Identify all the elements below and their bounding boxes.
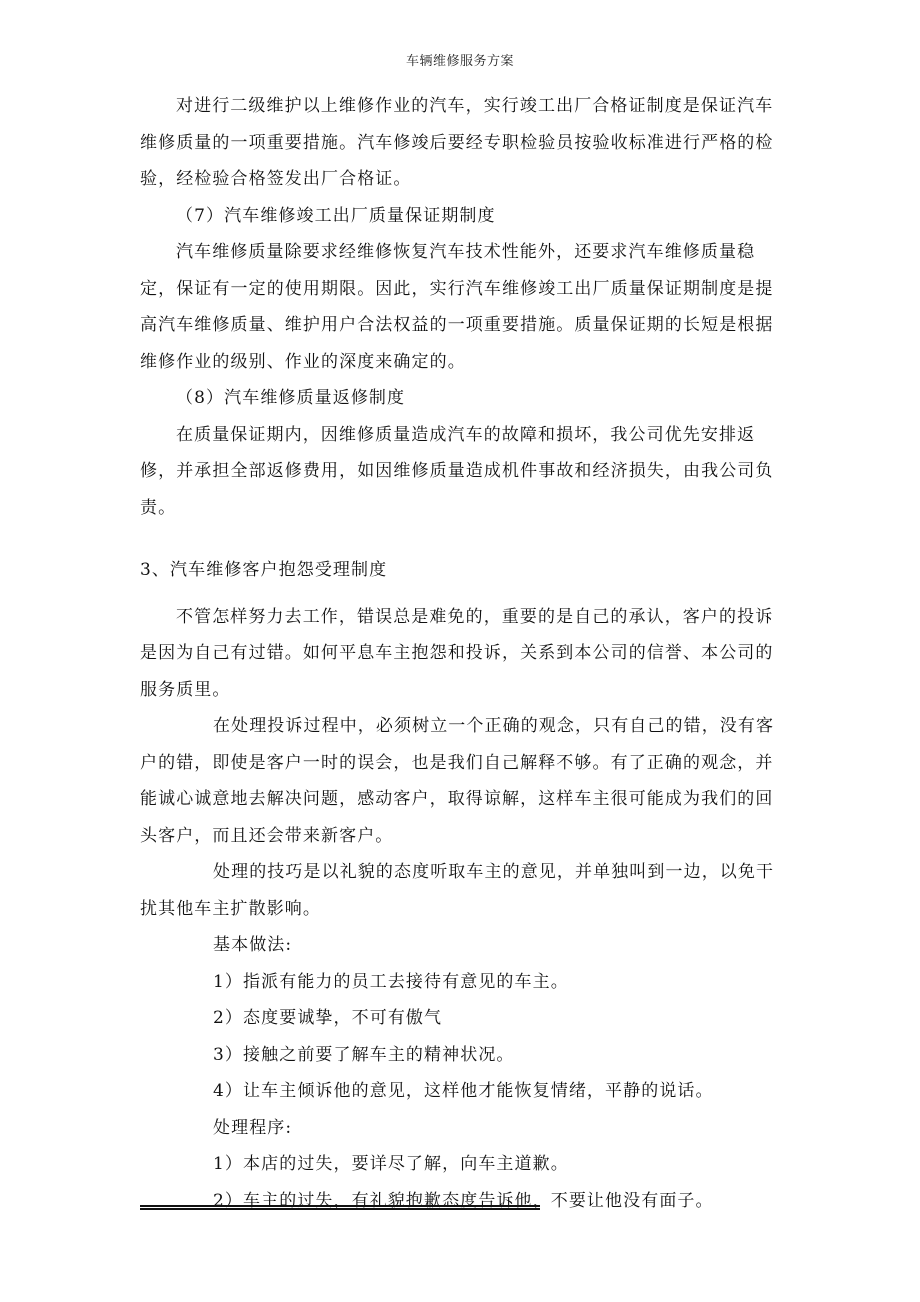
basic-method-item: 2）态度要诚挚，不可有傲气 xyxy=(213,1008,443,1028)
procedure-item: 1）本店的过失，要详尽了解，向车主道歉。 xyxy=(213,1154,569,1174)
paragraph-complaints-intro: 不管怎样努力去工作，错误总是难免的，重要的是自己的承认，客户的投诉是因为自己有过错。如何平息车主抱怨和投诉，关系到本公司的信誉、本公司的服务质里。 xyxy=(140,606,774,700)
procedure-item: 2）车主的过失，有礼貌抱歉态度告诉他，不要让他没有面子。 xyxy=(213,1190,714,1211)
paragraph-correct-attitude: 在处理投诉过程中，必须树立一个正确的观念，只有自己的错，没有客户的错，即使是客户一时的误会，也是我们自己解释不够。有了正确的观念，并能诚心诚意地去解决问题，感动客户，取得谅解，这样车主很可能成为我们的回头客户，而且还会带来新客户。 xyxy=(140,716,775,846)
basic-method-item: 4）让车主倾诉他的意见，这样他才能恢复情绪，平静的说话。 xyxy=(213,1081,714,1101)
document-body xyxy=(140,88,790,1219)
paragraph-rework: 在质量保证期内，因维修质量造成汽车的故障和损坏，我公司优先安排返修，并承担全部返修费用，如因维修质量造成机件事故和经济损失，由我公司负责。 xyxy=(140,424,774,518)
section-heading-complaints: 3、汽车维修客户抱怨受理制度 xyxy=(140,560,388,580)
paragraph-warranty: 汽车维修质量除要求经维修恢复汽车技术性能外，还要求汽车维修质量稳定，保证有一定的使用期限。因此，实行汽车维修竣工出厂质量保证期制度是提高汽车维修质量、维护用户合法权益的一项重要措施。质量保证期的长短是根据维修作业的级别、作业的深度来确定的。 xyxy=(140,242,774,372)
heading-rework: （8）汽车维修质量返修制度 xyxy=(176,388,406,408)
heading-warranty-period: （7）汽车维修竣工出厂质量保证期制度 xyxy=(176,205,496,226)
page-header: 车辆维修服务方案 xyxy=(405,54,514,69)
procedure-title: 处理程序: xyxy=(213,1117,293,1138)
basic-methods-title: 基本做法: xyxy=(213,935,293,955)
paragraph-certificate: 对进行二级维护以上维修作业的汽车，实行竣工出厂合格证制度是保证汽车维修质量的一项重要措施。汽车修竣后要经专职检验员按验收标准进行严格的检验，经检验合格签发出厂合格证。 xyxy=(140,96,774,189)
basic-method-item: 1）指派有能力的员工去接待有意见的车主。 xyxy=(213,971,569,992)
basic-method-item: 3）接触之前要了解车主的精神状况。 xyxy=(213,1044,515,1065)
paragraph-handling-skill: 处理的技巧是以礼貌的态度听取车主的意见，并单独叫到一边，以免干扰其他车主扩散影响。 xyxy=(140,862,775,919)
footer-double-rule xyxy=(140,1205,540,1210)
